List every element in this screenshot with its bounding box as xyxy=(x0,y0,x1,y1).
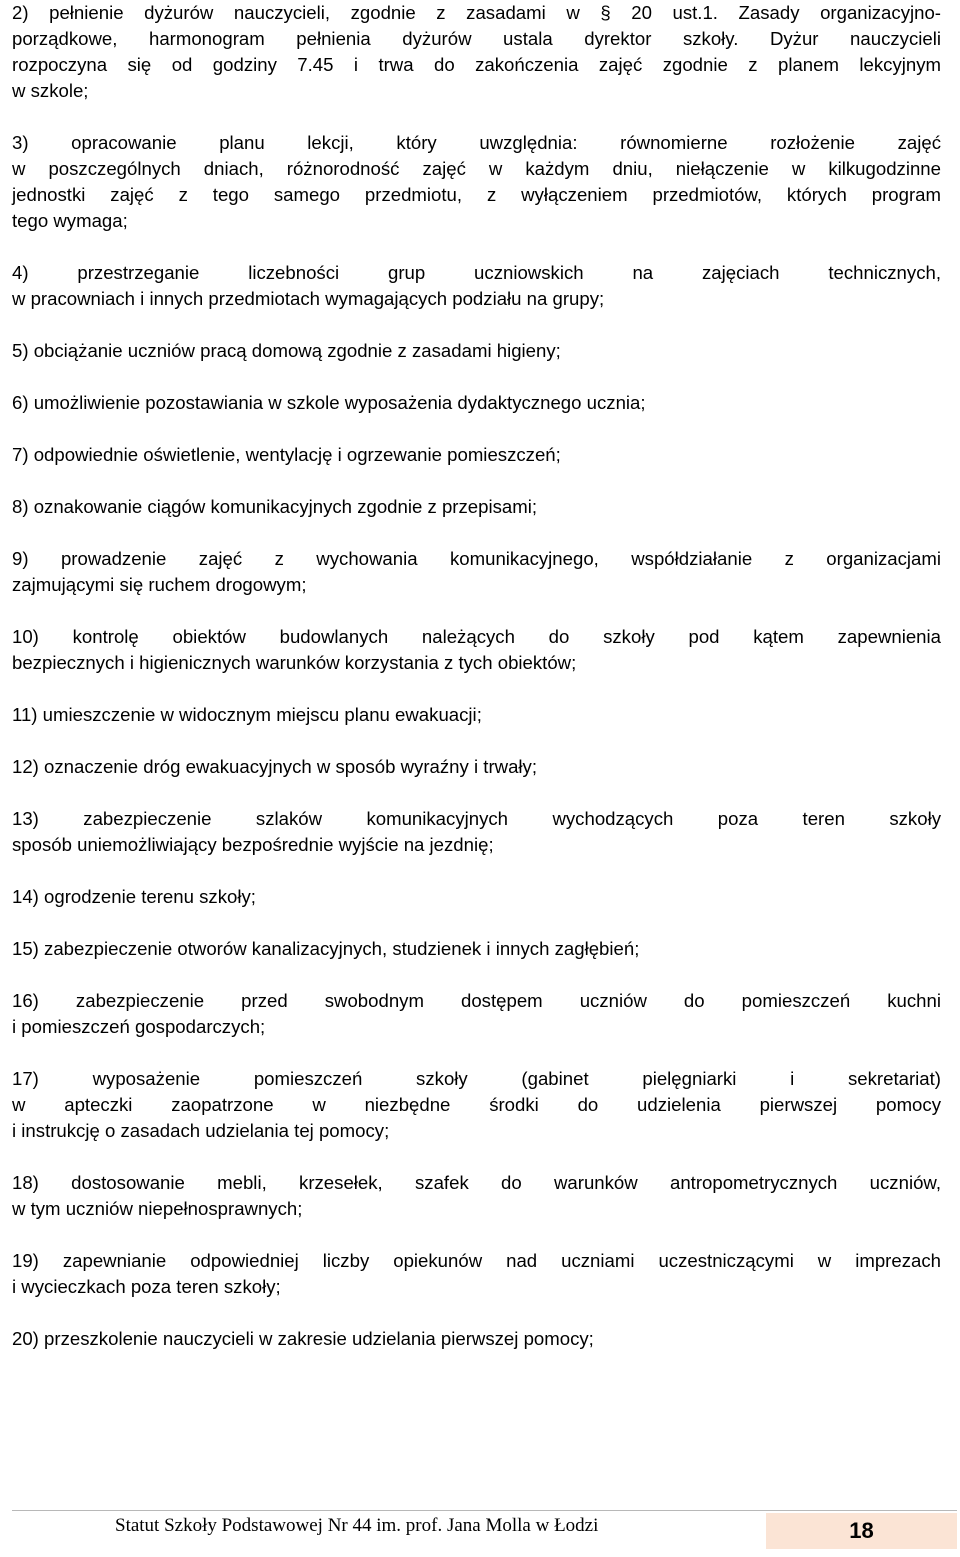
list-item xyxy=(12,624,941,676)
list-item xyxy=(12,338,941,364)
list-item-line: porządkowe, harmonogram pełnienia dyżurów ustala dyrektor szkoły. Dyżur nauczycieli xyxy=(12,28,941,49)
list-item-line: 6) umożliwienie pozostawiania w szkole wyposażenia dydaktycznego ucznia; xyxy=(12,392,646,413)
list-item-line: 3) opracowanie planu lekcji, który uwzględnia: równomierne rozłożenie zajęć xyxy=(12,132,941,153)
list-item xyxy=(12,260,941,312)
list-item-line: 5) obciążanie uczniów pracą domową zgodnie z zasadami higieny; xyxy=(12,340,561,361)
list-item-line: w poszczególnych dniach, różnorodność zajęć w każdym dniu, niełączenie w kilkugodzinne xyxy=(12,158,941,179)
list-item xyxy=(12,390,941,416)
list-item-line: w tym uczniów niepełnosprawnych; xyxy=(12,1198,303,1219)
list-item-line: sposób uniemożliwiający bezpośrednie wyjście na jezdnię; xyxy=(12,834,494,855)
list-item-line: rozpoczyna się od godziny 7.45 i trwa do zakończenia zajęć zgodnie z planem lekcyjnym xyxy=(12,54,941,75)
list-item-line: 14) ogrodzenie terenu szkoły; xyxy=(12,886,256,907)
list-item-line: w szkole; xyxy=(12,80,89,101)
list-item-line: 20) przeszkolenie nauczycieli w zakresie udzielania pierwszej pomocy; xyxy=(12,1328,594,1349)
list-item-line: 18) dostosowanie mebli, krzesełek, szafek do warunków antropometrycznych uczniów, xyxy=(12,1172,941,1193)
list-item-line: 16) zabezpieczenie przed swobodnym dostępem uczniów do pomieszczeń kuchni xyxy=(12,990,941,1011)
list-item-line: 19) zapewnianie odpowiedniej liczby opiekunów nad uczniami uczestniczącymi w imprezach xyxy=(12,1250,941,1271)
list-item xyxy=(12,988,941,1040)
footer-title: Statut Szkoły Podstawowej Nr 44 im. prof. Jana Molla w Łodzi xyxy=(115,1515,599,1536)
list-item-line: i pomieszczeń gospodarczych; xyxy=(12,1016,266,1037)
list-item xyxy=(12,1170,941,1222)
list-item-line: tego wymaga; xyxy=(12,210,128,231)
list-item-line: jednostki zajęć z tego samego przedmiotu, z wyłączeniem przedmiotów, których program xyxy=(12,184,941,205)
list-item-line: w apteczki zaopatrzone w niezbędne środki do udzielenia pierwszej pomocy xyxy=(12,1094,941,1115)
list-item-line: 9) prowadzenie zajęć z wychowania komunikacyjnego, współdziałanie z organizacjami xyxy=(12,548,941,569)
list-item xyxy=(12,1326,941,1352)
list-item xyxy=(12,702,941,728)
list-item xyxy=(12,1248,941,1300)
list-item-line: i instrukcję o zasadach udzielania tej pomocy; xyxy=(12,1120,390,1141)
list-item xyxy=(12,0,941,104)
list-item-line: 12) oznaczenie dróg ewakuacyjnych w sposób wyraźny i trwały; xyxy=(12,756,538,777)
list-item xyxy=(12,936,941,962)
list-item-line: i wycieczkach poza teren szkoły; xyxy=(12,1276,281,1297)
list-item xyxy=(12,884,941,910)
list-item xyxy=(12,1066,941,1144)
list-item xyxy=(12,494,941,520)
list-item xyxy=(12,754,941,780)
list-item-line: 13) zabezpieczenie szlaków komunikacyjnych wychodzących poza teren szkoły xyxy=(12,808,941,829)
list-item-line: 4) przestrzeganie liczebności grup uczniowskich na zajęciach technicznych, xyxy=(12,262,941,283)
list-item xyxy=(12,546,941,598)
list-item-line: 2) pełnienie dyżurów nauczycieli, zgodnie z zasadami w § 20 ust.1. Zasady organizacyjno- xyxy=(12,2,941,23)
list-item-line: 17) wyposażenie pomieszczeń szkoły (gabinet pielęgniarki i sekretariat) xyxy=(12,1068,941,1089)
list-item-line: 11) umieszczenie w widocznym miejscu planu ewakuacji; xyxy=(12,704,482,725)
list-item-line: w pracowniach i innych przedmiotach wymagających podziału na grupy; xyxy=(12,288,605,309)
list-item xyxy=(12,442,941,468)
list-item-line: bezpiecznych i higienicznych warunków korzystania z tych obiektów; xyxy=(12,652,577,673)
footer-divider xyxy=(12,1510,957,1511)
page-number-box xyxy=(766,1513,957,1549)
list-item xyxy=(12,130,941,234)
list-item-line: 10) kontrolę obiektów budowlanych należących do szkoły pod kątem zapewnienia xyxy=(12,626,941,647)
document-body xyxy=(12,0,941,1378)
list-item xyxy=(12,806,941,858)
list-item-line: 15) zabezpieczenie otworów kanalizacyjnych, studzienek i innych zagłębień; xyxy=(12,938,640,959)
list-item-line: 7) odpowiednie oświetlenie, wentylację i ogrzewanie pomieszczeń; xyxy=(12,444,561,465)
page-number: 18 xyxy=(849,1518,874,1543)
list-item-line: zajmującymi się ruchem drogowym; xyxy=(12,574,307,595)
list-item-line: 8) oznakowanie ciągów komunikacyjnych zgodnie z przepisami; xyxy=(12,496,538,517)
